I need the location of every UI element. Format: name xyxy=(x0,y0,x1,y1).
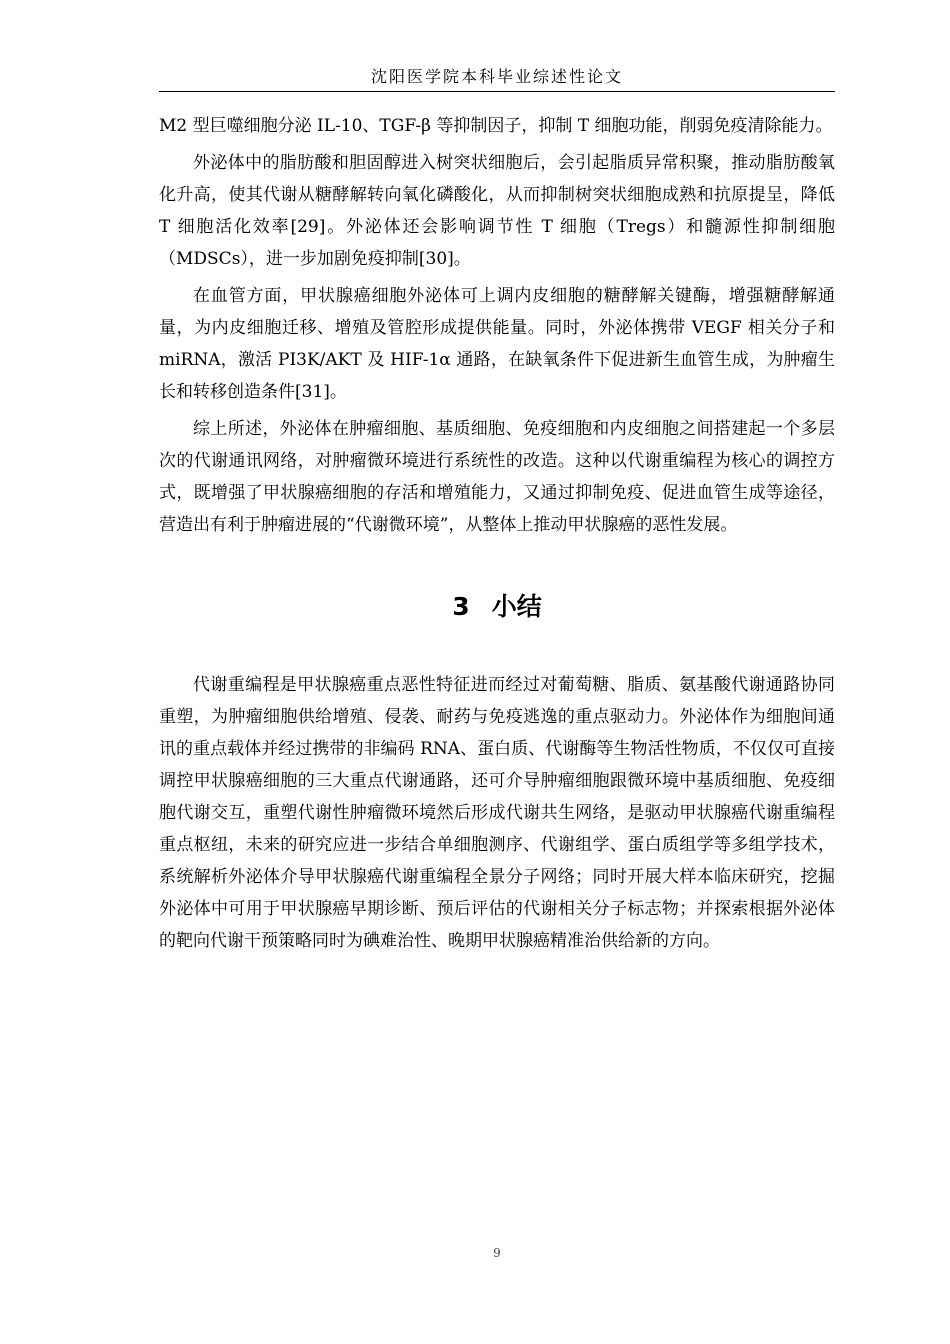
section-heading xyxy=(159,587,835,627)
paragraph: 综上所述，外泌体在肿瘤细胞、基质细胞、免疫细胞和内皮细胞之间搭建起一个多层次的代谢通讯网络，对肿瘤微环境进行系统性的改造。这种以代谢重编程为核心的调控方式，既增强了甲状腺癌细胞的存活和增殖能力，又通过抑制免疫、促进血管生成等途径，营造出有利于肿瘤进展的“代谢微环境”，从整体上推动甲状腺癌的恶性发展。 xyxy=(159,419,835,535)
paragraph: 代谢重编程是甲状腺癌重点恶性特征进而经过对葡萄糖、脂质、氨基酸代谢通路协同重塑，为肿瘤细胞供给增殖、侵袭、耐药与免疫逃逸的重点驱动力。外泌体作为细胞间通讯的重点载体并经过携带的非编码 RNA、蛋白质、代谢酶等生物活性物质，不仅仅可直接调控甲状腺癌细胞的三大重点代谢通路，还可介导肿瘤细胞跟微环境中基质细胞、免疫细胞代谢交互，重塑代谢性肿瘤微环境然后形成代谢共生网络，是驱动甲状腺癌代谢重编程重点枢纽，未来的研究应进一步结合单细胞测序、代谢组学、蛋白质组学等多组学技术，系统解析外泌体介导甲状腺癌代谢重编程全景分子网络；同时开展大样本临床研究，挖掘外泌体中可用于甲状腺癌早期诊断、预后评估的代谢相关分子标志物；并探索根据外泌体的靶向代谢干预策略同时为碘难治性、晚期甲状腺癌精准治供给新的方向。 xyxy=(159,675,835,951)
page-body xyxy=(159,110,835,962)
paragraph: 在血管方面，甲状腺癌细胞外泌体可上调内皮细胞的糖酵解关键酶，增强糖酵解通量，为内皮细胞迁移、增殖及管腔形成提供能量。同时，外泌体携带 VEGF 相关分子和 miRNA，激活 PI3K/AKT 及 HIF-1α 通路，在缺氧条件下促进新生血管生成，为肿瘤生长和转移创造条件[31]。 xyxy=(159,286,835,402)
section-number: 3 xyxy=(452,592,470,621)
paragraph: M2 型巨噬细胞分泌 IL-10、TGF-β 等抑制因子，抑制 T 细胞功能，削弱免疫清除能力。 xyxy=(159,116,833,136)
section-title-text: 小结 xyxy=(491,592,542,621)
paragraph: 外泌体中的脂肪酸和胆固醇进入树突状细胞后，会引起脂质异常积聚，推动脂肪酸氧化升高，使其代谢从糖酵解转向氧化磷酸化，从而抑制树突状细胞成熟和抗原提呈，降低 T 细胞活化效率[29]。外泌体还会影响调节性 T 细胞（Tregs）和髓源性抑制细胞（MDSCs），进一步加剧免疫抑制[30]。 xyxy=(159,153,835,269)
header-rule xyxy=(159,91,835,92)
page-number: 9 xyxy=(493,1246,501,1260)
running-header: 沈阳医学院本科毕业综述性论文 xyxy=(370,67,623,86)
